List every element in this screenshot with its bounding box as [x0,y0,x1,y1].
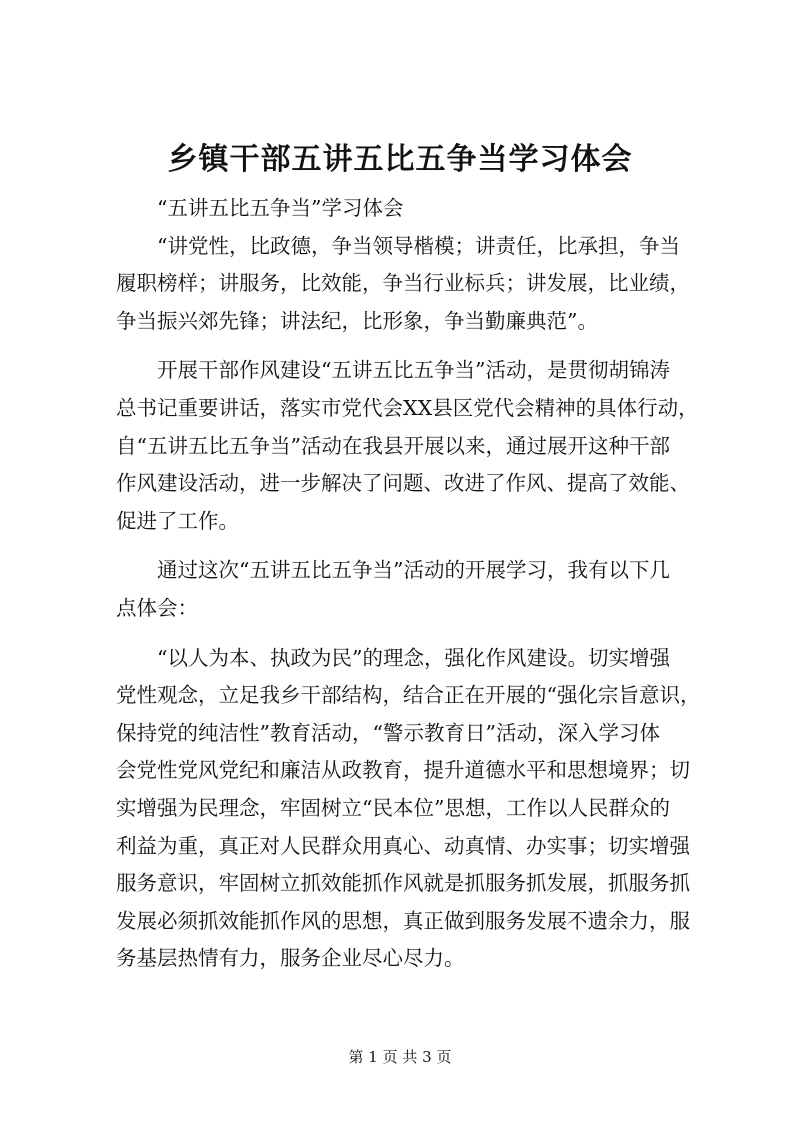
text-line: 通过这次“五讲五比五争当”活动的开展学习，我有以下几 [157,558,670,583]
text-line: 服务意识，牢固树立抓效能抓作风就是抓服务抓发展，抓服务抓 [116,871,690,896]
text-line: 争当振兴郊先锋；讲法纪，比形象，争当勤廉典范”。 [116,308,598,333]
paragraph-background [116,352,706,540]
paragraph-point-one [116,640,706,978]
text-line: 开展干部作风建设“五讲五比五争当”活动，是贯彻胡锦涛 [157,358,670,383]
text-line: 自“五讲五比五争当”活动在我县开展以来，通过展开这种干部 [116,433,670,458]
paragraph-slogan [116,228,706,341]
page-footer: 第 1 页 共 3 页 [348,1048,452,1066]
text-line: 点体会： [116,595,198,620]
text-line: “五讲五比五争当”学习体会 [157,196,404,220]
text-line: 利益为重，真正对人民群众用真心、动真情、办实事；切实增强 [116,833,690,858]
paragraph-intro [116,552,706,627]
text-line: 党性观念，立足我乡干部结构，结合正在开展的“强化宗旨意识， [116,683,701,708]
text-line: “以人为本、执政为民”的理念，强化作风建设。切实增强 [157,645,670,670]
text-line: 实增强为民理念，牢固树立“民本位”思想，工作以人民群众的 [116,795,670,820]
document-body [116,190,706,978]
text-line: 发展必须抓效能抓作风的思想，真正做到服务发展不遗余力，服 [116,908,690,933]
text-line: 保持党的纯洁性”教育活动，“警示教育日”活动，深入学习体 [116,720,660,745]
paragraph-subtitle [116,190,706,228]
text-line: 促进了工作。 [116,508,239,533]
text-line: 务基层热情有力，服务企业尽心尽力。 [116,946,465,971]
text-line: “讲党性，比政德，争当领导楷模；讲责任，比承担，争当 [157,233,680,258]
text-line: 会党性党风党纪和廉洁从政教育，提升道德水平和思想境界；切 [116,758,690,783]
text-line: 履职榜样；讲服务，比效能，争当行业标兵；讲发展，比业绩， [116,271,690,296]
document-title: 乡镇干部五讲五比五争当学习体会 [167,142,633,177]
text-line: 作风建设活动，进一步解决了问题、改进了作风、提高了效能、 [116,471,690,496]
text-line: 总书记重要讲话，落实市党代会XX县区党代会精神的具体行动， [116,395,699,420]
